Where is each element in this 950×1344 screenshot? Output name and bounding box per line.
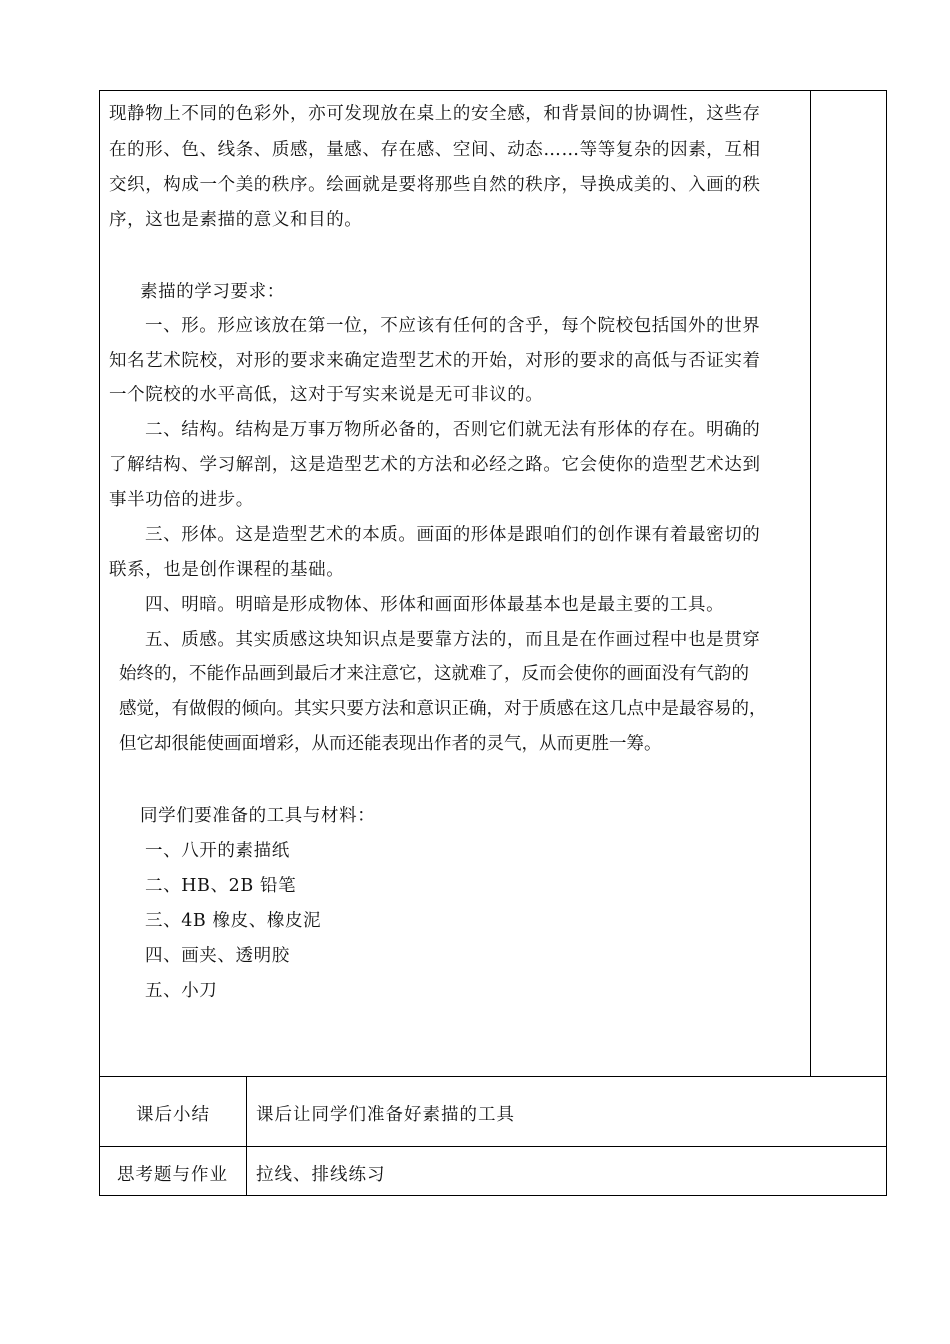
tool-item: 五、小刀 [145,981,218,1001]
intro-line: 在的形、色、线条、质感，量感、存在感、空间、动态……等等复杂的因素，互相 [109,140,761,160]
requirement-line: 知名艺术院校，对形的要求来确定造型艺术的开始，对形的要求的高低与否证实着 [109,351,761,371]
homework-label: 思考题与作业 [117,1165,228,1185]
intro-line: 序，这也是素描的意义和目的。 [109,210,363,230]
requirement-line: 五、质感。其实质感这块知识点是要靠方法的，而且是在作画过程中也是贯穿 [145,630,761,650]
requirement-line: 感觉，有做假的倾向。其实只要方法和意识正确，对于质感在这几点中是最容易的， [119,699,767,719]
tool-item: 四、画夹、透明胶 [145,946,290,966]
requirement-line: 一、形。形应该放在第一位，不应该有任何的含乎，每个院校包括国外的世界 [145,316,761,336]
row-divider-homework [99,1146,887,1147]
requirement-line: 四、明暗。明暗是形成物体、形体和画面形体最基本也是最主要的工具。 [145,595,725,615]
requirement-line: 三、形体。这是造型艺术的本质。画面的形体是跟咱们的创作课有着最密切的 [145,525,761,545]
tool-item: 三、4B 橡皮、橡皮泥 [145,911,322,931]
row-divider-summary [99,1076,887,1077]
requirement-line: 了解结构、学习解剖，这是造型艺术的方法和必经之路。它会使你的造型艺术达到 [109,455,761,475]
summary-value: 课后让同学们准备好素描的工具 [256,1105,515,1125]
tool-item: 二、HB、2B 铅笔 [145,876,297,896]
intro-line: 交织，构成一个美的秩序。绘画就是要将那些自然的秩序，导换成美的、入画的秩 [109,175,761,195]
requirements-heading: 素描的学习要求： [140,282,285,302]
summary-label: 课后小结 [136,1105,210,1125]
requirement-line: 事半功倍的进步。 [109,490,254,510]
requirement-line: 但它却很能使画面增彩，从而还能表现出作者的灵气，从而更胜一筹。 [119,734,662,754]
tool-item: 一、八开的素描纸 [145,841,290,861]
requirement-line: 二、结构。结构是万事万物所必备的，否则它们就无法有形体的存在。明确的 [145,420,761,440]
requirement-line: 联系，也是创作课程的基础。 [109,560,345,580]
tools-heading: 同学们要准备的工具与材料： [140,806,376,826]
label-column-border [246,1076,247,1196]
requirement-line: 始终的，不能作品画到最后才来注意它，这就难了，反而会使你的画面没有气韵的 [119,664,749,684]
requirement-line: 一个院校的水平高低，这对于写实来说是无可非议的。 [109,385,544,405]
intro-line: 现静物上不同的色彩外，亦可发现放在桌上的安全感，和背景间的协调性，这些存 [109,104,761,124]
homework-value: 拉线、排线练习 [256,1165,386,1185]
right-column-border [810,90,811,1076]
